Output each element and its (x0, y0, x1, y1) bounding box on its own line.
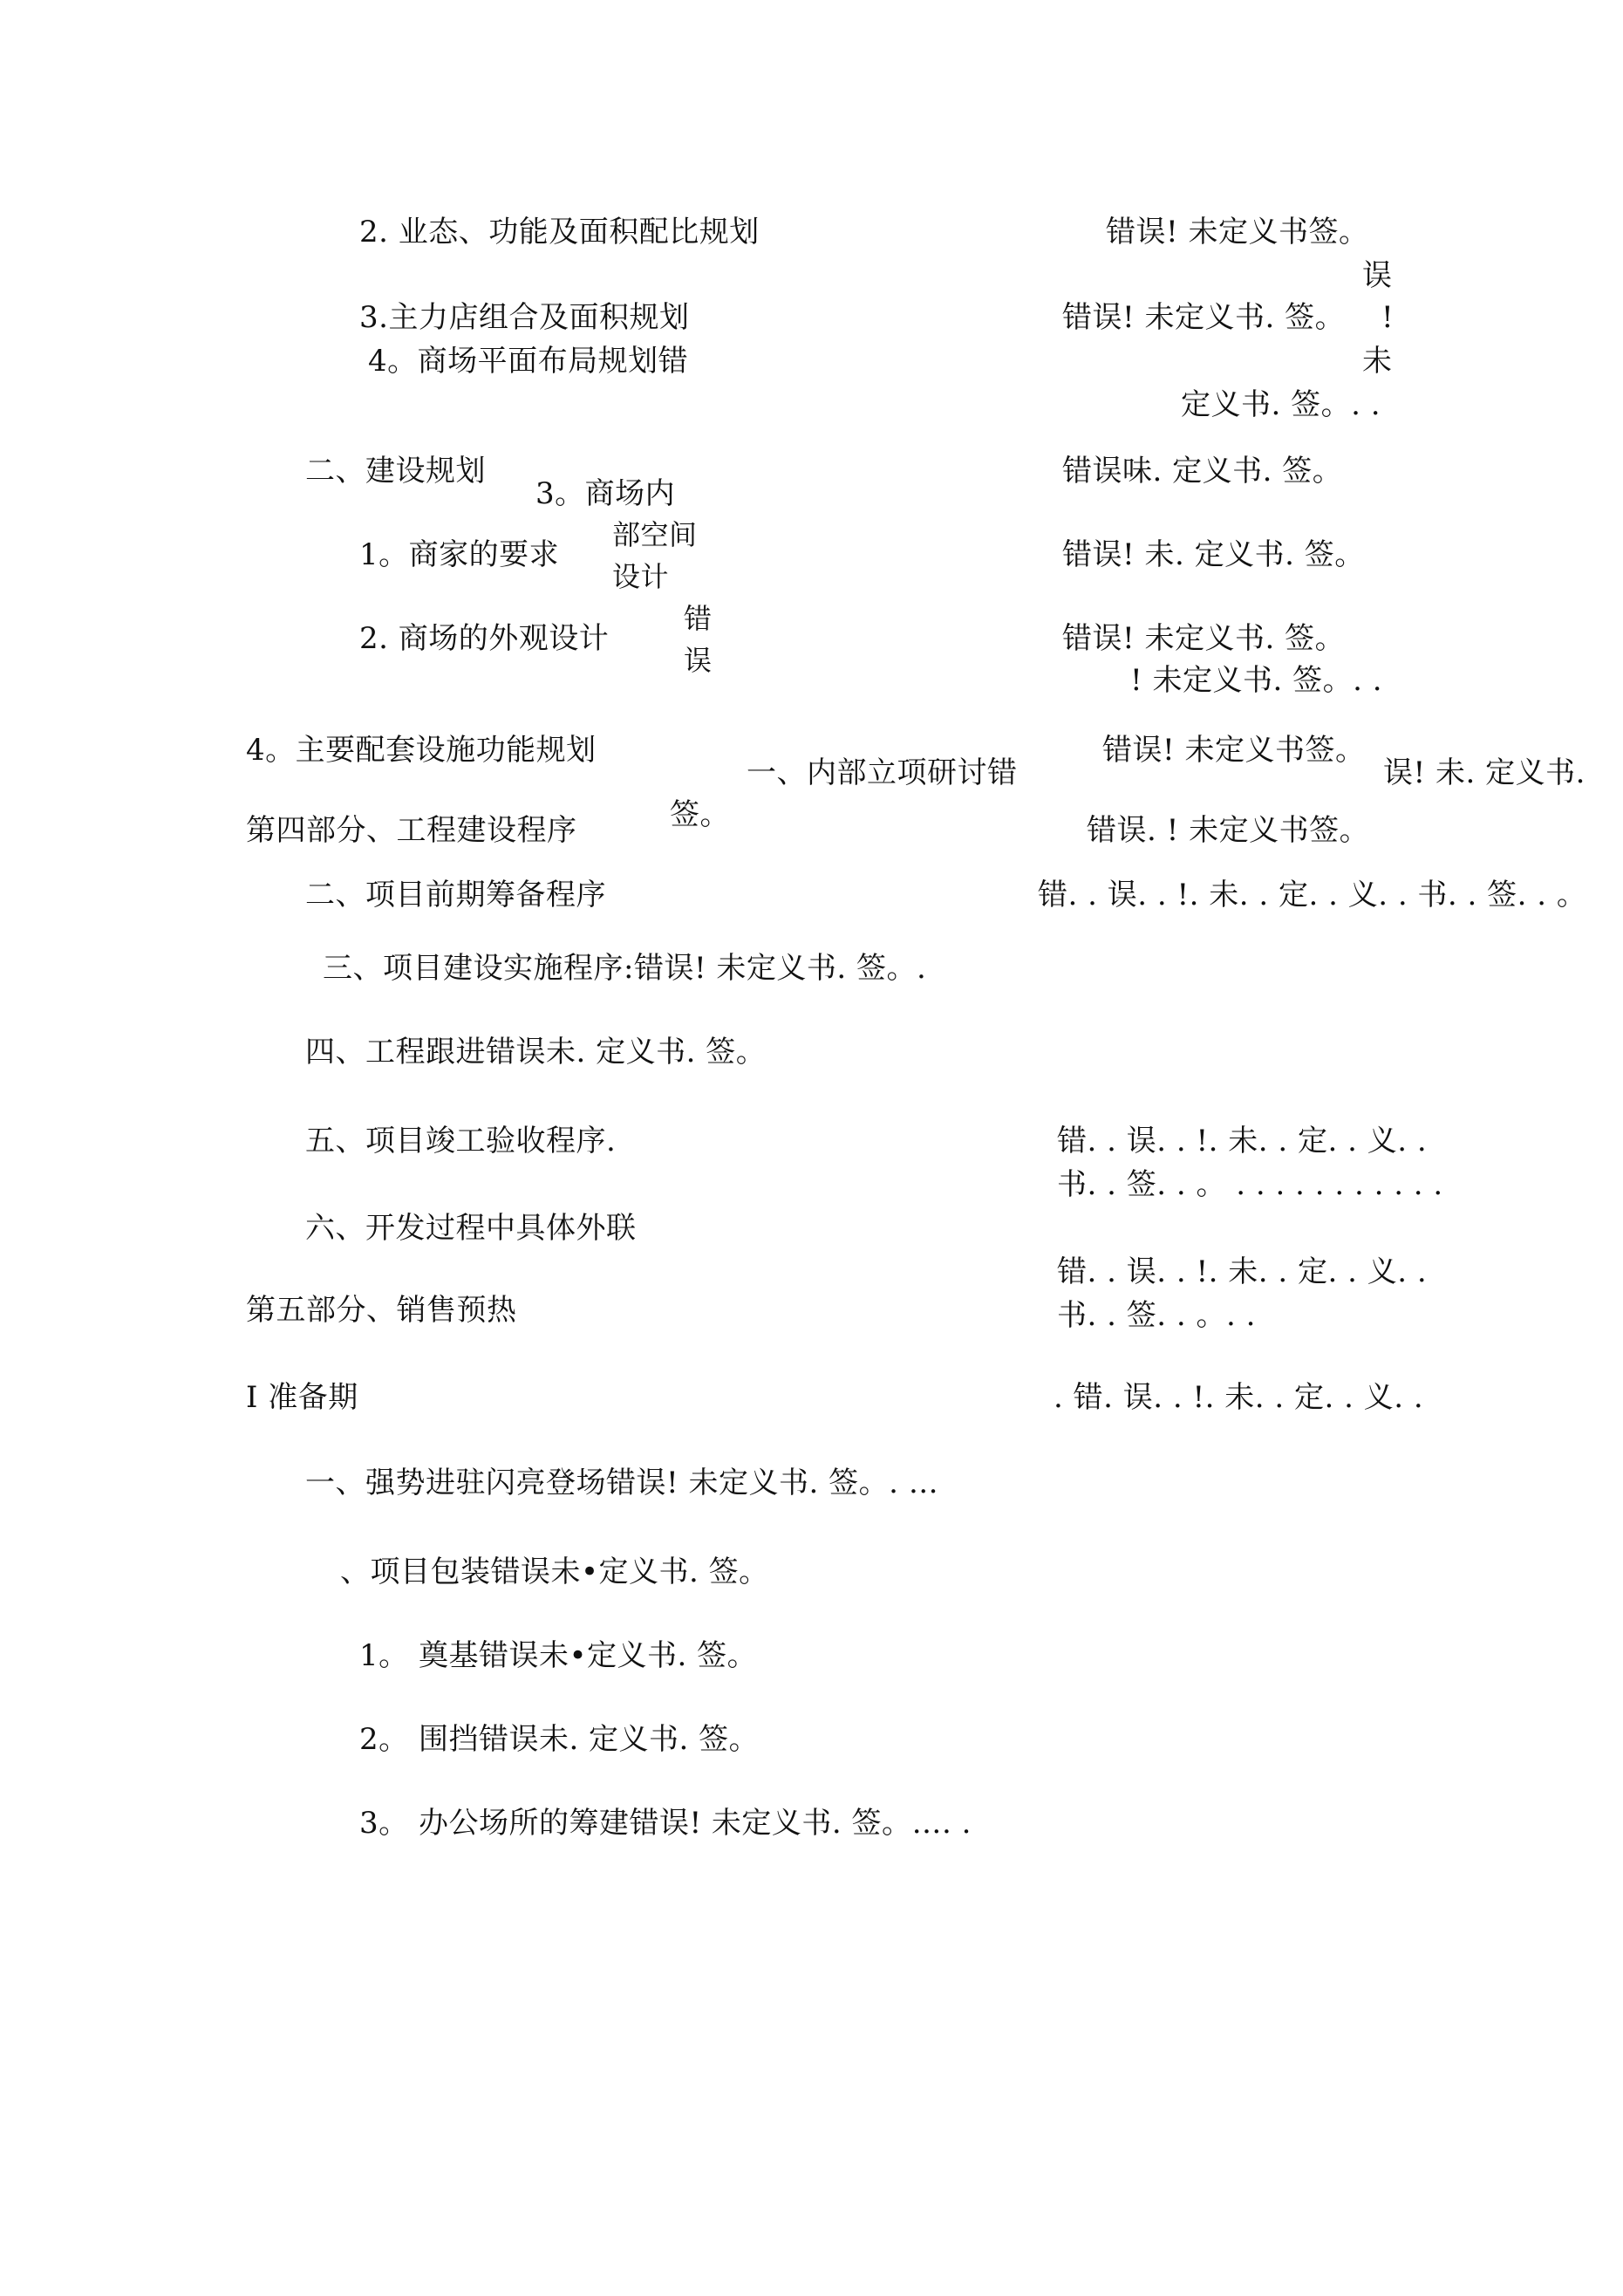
toc-entry: 二、项目前期筹备程序 (305, 878, 606, 912)
toc-entry: 2. 商场的外观设计 (359, 621, 610, 656)
toc-page-ref: 书. . 签. . 。. . (1057, 1298, 1256, 1333)
toc-page-ref: 错. . 误. . !. 未. . 定. . 义. . 书. . 签. . 。 (1038, 878, 1587, 912)
toc-page-ref: . 错. 误. . !. 未. . 定. . 义. . (1054, 1380, 1424, 1415)
toc-entry: I 准备期 (246, 1380, 358, 1415)
toc-page-ref: 错误味. 定义书. 签。 (1062, 454, 1343, 489)
toc-entry: 二、建设规划 (305, 454, 486, 489)
toc-entry: 错 (684, 602, 713, 635)
toc-page-ref: 错误! 未定义书. 签。 (1062, 300, 1346, 335)
toc-page-ref: 错误! 未定义书. 签。 (1062, 621, 1346, 656)
toc-entry: 第五部分、销售预热 (246, 1293, 517, 1328)
toc-page-ref: 错. . 误. . !. 未. . 定. . 义. . (1057, 1254, 1428, 1289)
toc-entry: 3。商场内 (535, 476, 676, 511)
toc-entry: 2。 围挡错误未. 定义书. 签。 (359, 1722, 760, 1757)
toc-entry: 1。商家的要求 (359, 537, 560, 572)
toc-page-ref: 未 (1362, 344, 1393, 379)
toc-entry: 四、工程跟进错误未. 定义书. 签。 (305, 1035, 767, 1069)
toc-page-ref: 错误! 未定义书签。 (1102, 733, 1366, 768)
toc-entry: 4。商场平面布局规划错 (368, 344, 689, 379)
toc-entry: 1。 奠基错误未•定义书. 签。 (359, 1638, 758, 1673)
toc-entry: 4。主要配套设施功能规划 (246, 733, 597, 768)
toc-page-ref: 错误! 未定义书签。 (1106, 215, 1369, 249)
toc-entry: 、项目包装错误未•定义书. 签。 (340, 1555, 769, 1589)
toc-page-ref: 错. . 误. . !. 未. . 定. . 义. . (1057, 1124, 1428, 1158)
toc-entry: 六、开发过程中具体外联 (305, 1211, 637, 1246)
toc-entry: 3.主力店组合及面积规划 (359, 300, 690, 335)
toc-entry: 部空间 (612, 518, 698, 551)
toc-page-ref: 定义书. 签。. . (1181, 387, 1381, 422)
toc-entry: 第四部分、工程建设程序 (246, 813, 577, 848)
toc-entry: 三、项目建设实施程序:错误! 未定义书. 签。. (323, 951, 927, 986)
toc-page-ref: 错误! 未. 定义书. 签。 (1062, 537, 1365, 572)
toc-page-ref: 误 (1362, 258, 1393, 293)
toc-page-ref: 错误. ! 未定义书签。 (1087, 813, 1370, 848)
toc-entry: 设计 (612, 560, 670, 593)
toc-entry: 一、内部立项研讨错 (747, 755, 1018, 790)
toc-entry: 五、项目竣工验收程序. (305, 1124, 617, 1158)
toc-page-ref: ! (1381, 300, 1395, 335)
toc-entry: 误 (684, 644, 713, 677)
toc-page-ref: ! 未定义书. 签。. . (1130, 663, 1383, 698)
toc-entry: 3。 办公场所的筹建错误! 未定义书. 签。…. . (359, 1806, 972, 1841)
toc-entry: 一、强势进驻闪亮登场错误! 未定义书. 签。. … (305, 1466, 939, 1500)
toc-page-ref: 签。 (670, 797, 730, 832)
toc-page-ref: 书. . 签. . 。 . . . . . . . . . . . (1057, 1167, 1443, 1202)
toc-page-ref: 误! 未. 定义书. (1383, 755, 1585, 790)
toc-entry: 2. 业态、功能及面积配比规划 (359, 215, 760, 249)
